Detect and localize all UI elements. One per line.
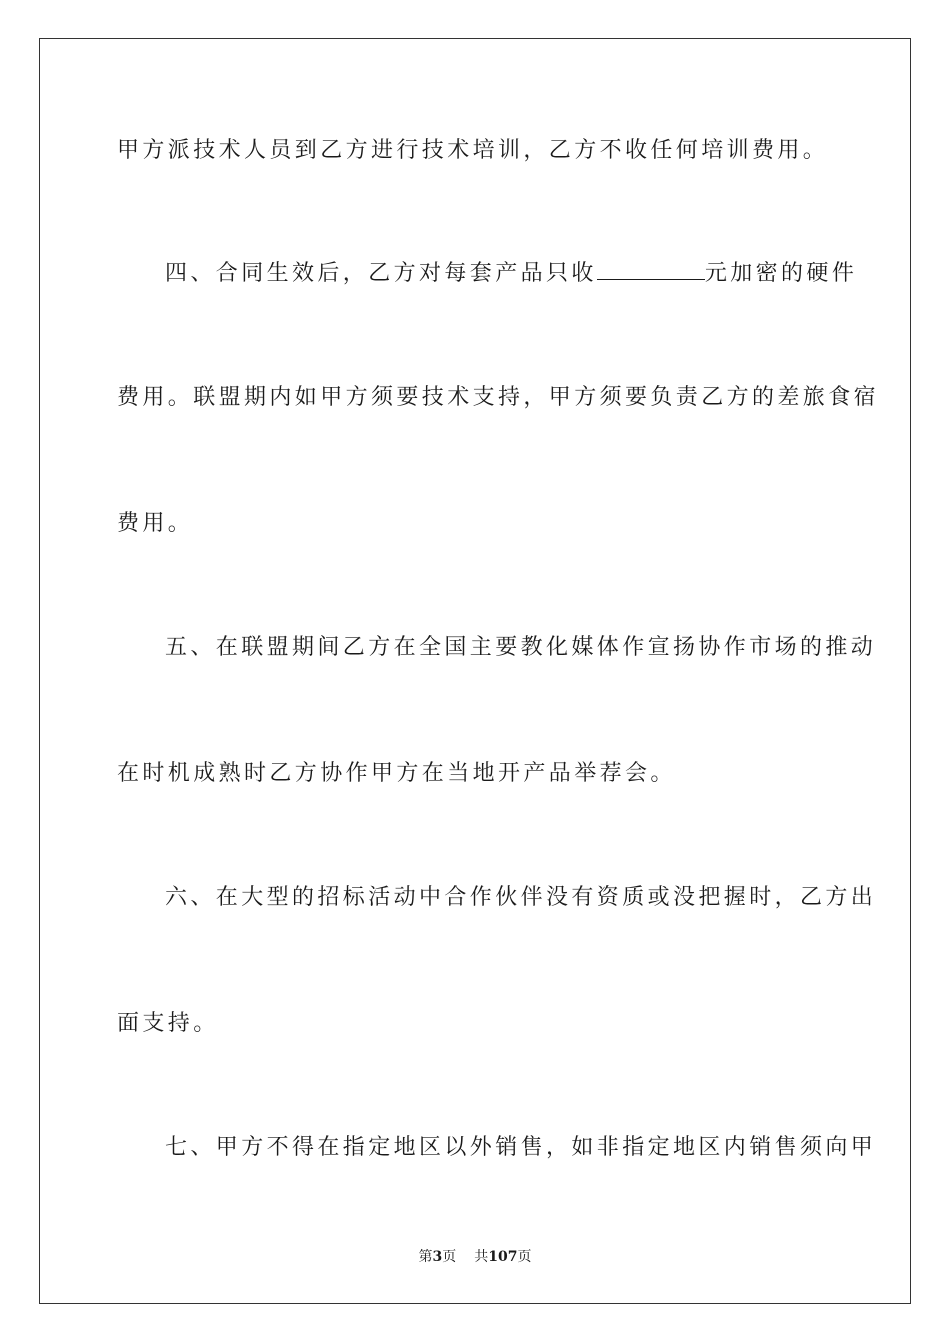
paragraph-line-6: 在时机成熟时乙方协作甲方在当地开产品举荐会。 <box>117 761 676 786</box>
clause-4-text-after: 元加密的硬件 <box>704 261 858 286</box>
paragraph-line-9: 七、甲方不得在指定地区以外销售，如非指定地区内销售须向甲 <box>165 1135 877 1160</box>
page-number: 3 <box>432 1249 443 1265</box>
paragraph-line-2 <box>165 259 858 289</box>
paragraph-line-4: 费用。 <box>117 511 194 536</box>
clause-4-text-before: 四、合同生效后，乙方对每套产品只收 <box>165 261 597 286</box>
amount-blank <box>597 259 705 280</box>
total-pages: 107 <box>488 1249 518 1265</box>
total-suffix: 页 <box>517 1249 532 1265</box>
page-suffix: 页 <box>442 1249 457 1265</box>
paragraph-line-1: 甲方派技术人员到乙方进行技术培训，乙方不收任何培训费用。 <box>117 138 829 163</box>
total-prefix: 共 <box>474 1249 489 1265</box>
page-footer <box>0 1248 950 1266</box>
paragraph-line-3: 费用。联盟期内如甲方须要技术支持，甲方须要负责乙方的差旅食宿 <box>117 385 880 410</box>
paragraph-line-8: 面支持。 <box>117 1011 219 1036</box>
paragraph-line-5: 五、在联盟期间乙方在全国主要教化媒体作宣扬协作市场的推动 <box>165 635 877 660</box>
page-prefix: 第 <box>418 1249 433 1265</box>
paragraph-line-7: 六、在大型的招标活动中合作伙伴没有资质或没把握时，乙方出 <box>165 885 877 910</box>
page-border <box>39 38 911 1304</box>
